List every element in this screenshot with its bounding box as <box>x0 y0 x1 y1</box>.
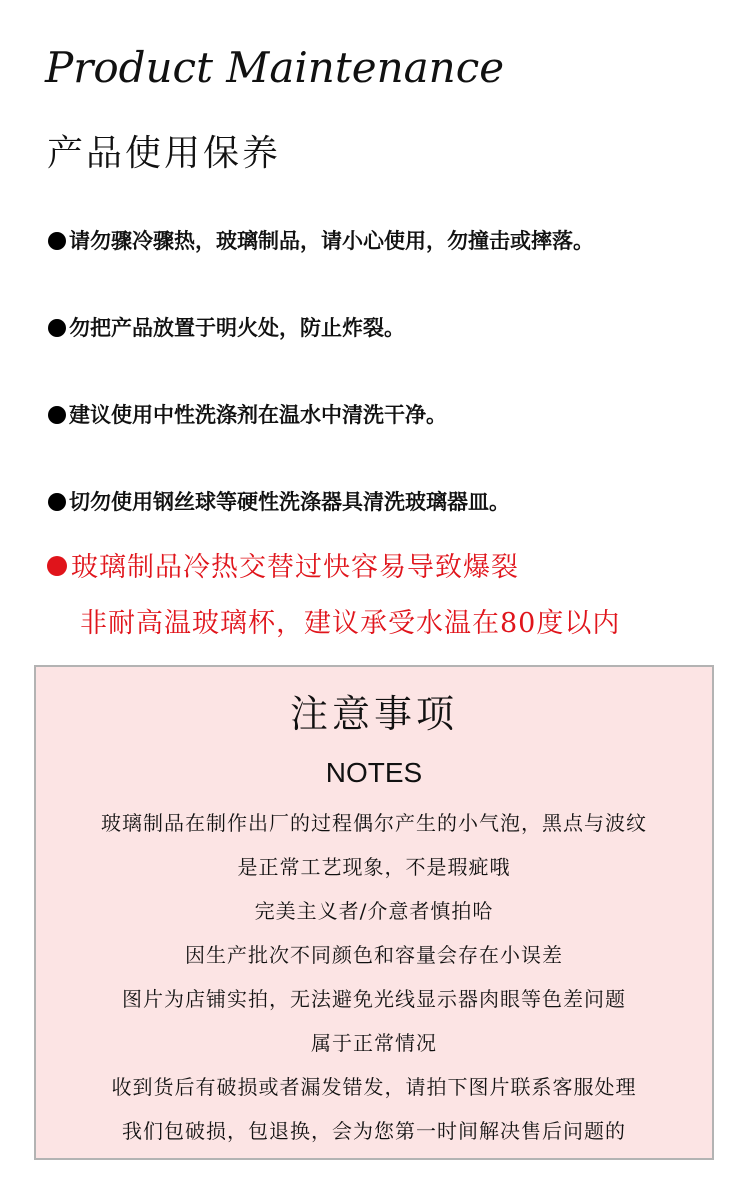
care-item-text: 建议使用中性洗涤剂在温水中清洗干净。 <box>69 403 447 427</box>
care-item-3 <box>48 400 447 430</box>
red-dot-icon <box>47 556 67 576</box>
bullet-dot-icon <box>48 406 66 424</box>
care-item-text: 切勿使用钢丝球等硬性洗涤器具清洗玻璃器皿。 <box>69 490 510 514</box>
notes-box <box>34 665 714 1160</box>
care-item-text: 请勿骤冷骤热，玻璃制品，请小心使用，勿撞击或摔落。 <box>69 229 594 253</box>
care-item-2 <box>48 313 405 343</box>
page-title-cn: 产品使用保养 <box>47 133 282 174</box>
notes-line: 收到货后有破损或者漏发错发，请拍下图片联系客服处理 <box>111 1075 637 1099</box>
bullet-dot-icon <box>48 319 66 337</box>
warning-text-1: 玻璃制品冷热交替过快容易导致爆裂 <box>71 552 519 583</box>
bullet-dot-icon <box>48 493 66 511</box>
notes-line: 玻璃制品在制作出厂的过程偶尔产生的小气泡，黑点与波纹 <box>101 811 647 835</box>
notes-line: 是正常工艺现象，不是瑕疵哦 <box>237 855 511 879</box>
notes-line: 完美主义者/介意者慎拍哈 <box>254 899 494 923</box>
bullet-dot-icon <box>48 232 66 250</box>
care-item-text: 勿把产品放置于明火处，防止炸裂。 <box>69 316 405 340</box>
notes-title-cn: 注意事项 <box>289 692 458 736</box>
notes-line: 属于正常情况 <box>311 1031 437 1055</box>
notes-line: 图片为店铺实拍，无法避免光线显示器肉眼等色差问题 <box>122 987 626 1011</box>
page-title-en: Product Maintenance <box>45 43 505 92</box>
notes-line: 我们包破损，包退换，会为您第一时间解决售后问题的 <box>122 1119 626 1143</box>
warning-line-1 <box>47 549 519 587</box>
notes-line: 因生产批次不同颜色和容量会存在小误差 <box>185 943 563 967</box>
warning-text-2: 非耐高温玻璃杯，建议承受水温在80度以内 <box>80 608 621 639</box>
warning-line-2 <box>80 605 620 643</box>
notes-title-en: NOTES <box>325 757 423 788</box>
care-item-4 <box>48 487 510 517</box>
care-item-1 <box>48 226 594 256</box>
notes-lines <box>36 801 712 1153</box>
